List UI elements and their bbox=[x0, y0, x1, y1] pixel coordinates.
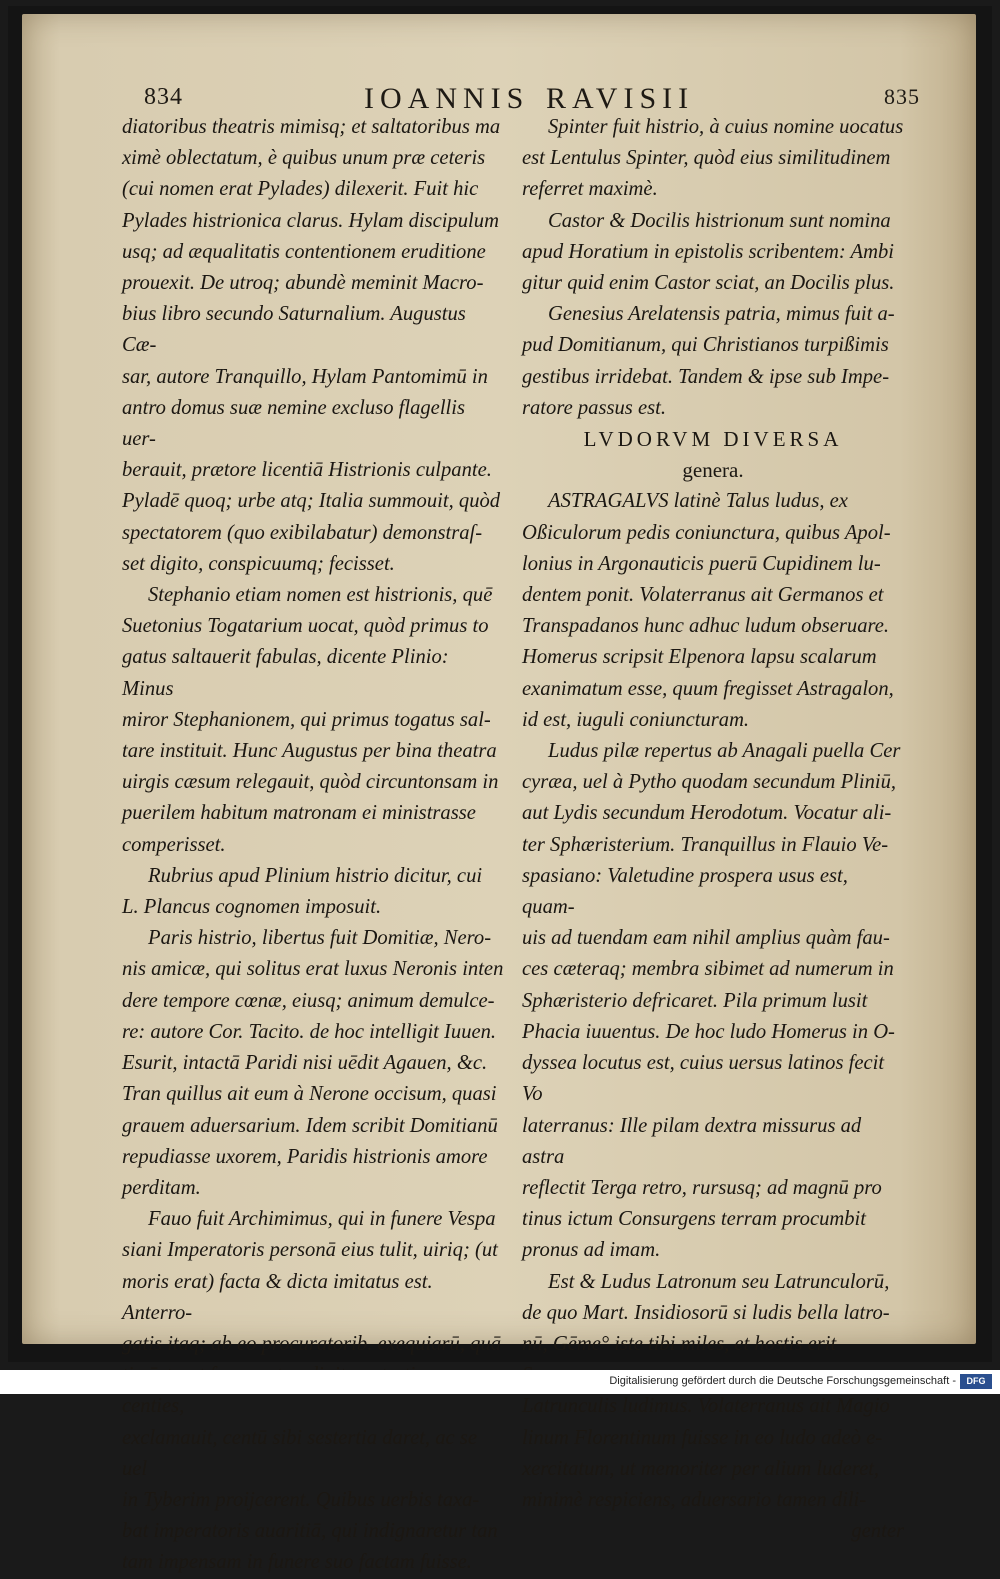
left-paragraph-2: Stephanio etiam nomen est histrionis, quē Suetonius Togatarium uocat, quòd primus to gatus saltauerit fabulas, dicente Plinio: Minus miror Stephanionem, qui primus togatus sal- tare instituit. Hunc Augustus per bina theatra uirgis cæsum relegauit, quòd circuntonsam in puerilem habitum matronam ei ministrasse comperisset. bbox=[122, 584, 499, 856]
right-paragraph-2: Castor & Docilis histrionum sunt nomina apud Horatium in epistolis scribentem: Ambi gitur quid enim Castor sciat, an Docilis plus. bbox=[522, 209, 895, 295]
right-paragraph-4: ASTRAGALVS latinè Talus ludus, ex Oßiculorum pedis coniunctura, quibus Apol- lonius in Argonauticis puerū Cupidinem lu- dentem ponit. Volaterranus ait Germanos et Transpadanos hunc adhuc ludum obseruare. Homerus scripsit Elpenora lapsu scalarum exanimatum esse, quum fregisset Astragalon, id est, iuguli coniuncturam. bbox=[522, 490, 894, 731]
right-paragraph-6: Est & Ludus Latronum seu Latrunculorū, de quo Mart. Insidiosorū si ludis bella latro- nū, Gēme° iste tibi miles, et hostis erit Latrunculis ludimus. Volaterranus ait Magio linum Florentinum fuisse in eo ludo adeò e- xercitatum, ut memoriter per alium luderet, minimè respiciens, aduersario tamen dili- bbox=[522, 1270, 890, 1511]
running-title-right: RAVISII bbox=[546, 82, 695, 115]
footer-credit: Digitalisierung gefördert durch die Deutsche Forschungsgemeinschaft - bbox=[609, 1375, 956, 1387]
page-number-right: 835 bbox=[884, 84, 920, 109]
footer-bar bbox=[0, 1370, 1000, 1394]
left-paragraph-3: Rubrius apud Plinium histrio dicitur, cui L. Plancus cognomen imposuit. bbox=[122, 864, 483, 919]
left-paragraph-1: diatoribus theatris mimisq; et saltatoribus ma ximè oblectatum, è quibus unum præ ceteris (cui nomen erat Pylades) dilexerit. Fuit hic Pylades histrionica clarus. Hylam discipulum usq; ad æqualitatis contentionem eruditione prouexit. De utroq; abundè meminit Macro- bius libro secundo Saturnalium. Augustus Cæ- sar, autore Tranquillo, Hylam Pantomimū in antro domus suæ nemine excluso flagellis uer- berauit, prætore licentiā Histrionis culpante. Pyladē quoq; urbe atq; Italia summouit, quòd spectatorem (quo exibilabatur) demonstraſ- set digito, conspicuumq; fecisset. bbox=[122, 116, 501, 575]
left-paragraph-4: Paris histrio, libertus fuit Domitiæ, Nero- nis amicæ, qui solitus erat luxus Neronis inten dere tempore cœnæ, eiusq; animum demulce- re: autore Cor. Tacito. de hoc intelligit Iuuen. Esurit, intactā Paridi nisi uēdit Agauen, &c. Tran quillus ait eum à Nerone occisum, quasi grauem aduersarium. Idem scribit Domitianū repudiasse uxorem, Paridis histrionis amore perditam. bbox=[122, 927, 504, 1199]
section-heading: LVDORVM DIVERSA bbox=[583, 427, 843, 452]
right-paragraph-5: Ludus pilæ repertus ab Anagali puella Cer cyræa, uel à Pytho quodam secundum Pliniū, aut Lydis secundum Herodotum. Vocatur ali- ter Sphæristerium. Tranquillus in Flauio Ve- spasiano: Valetudine prospera usus est, quam- uis ad tuendam eam nihil amplius quàm fau- ces cæteraq; membra sibimet ad numerum in Sphæristerio defricaret. Pila primum lusit Phacia iuuentus. De hoc ludo Homerus in O- dyssea locutus est, cuius uersus latinos fecit Vo laterranus: Ille pilam dextra missurus ad astra reflectit Terga retro, rursusq; ad magnū pro tinus ictum Consurgens terram procumbit pronus ad imam. bbox=[522, 740, 901, 1262]
dfg-logo-icon: DFG bbox=[960, 1374, 992, 1389]
left-paragraph-5: Fauo fuit Archimimus, qui in funere Vespa siani Imperatoris personā eius tulit, uiriq; (ut moris erat) facta & dicta imitatus est. Anterro- gatis itaq; ab eo procuratorib. exequiarū, quā centies, exclamauit, centū sibi sestertia daret, ac se uel in Tyberim proijcerent. Quibus uerbis taxa- bat imperatoris auaritiā, qui indignaretur tan tam impensam in funere suo factam fuisse. bbox=[122, 1208, 502, 1574]
page-number-left: 834 bbox=[144, 84, 183, 110]
right-paragraph-3: Genesius Arelatensis patria, mimus fuit a- pud Domitianum, qui Christianos turpißimis gestibus irridebat. Tandem & ipse sub Impe- ratore passus est. bbox=[522, 303, 895, 419]
section-heading-sub: genera. bbox=[682, 458, 744, 483]
catchword: genter bbox=[851, 1520, 904, 1543]
right-text-column bbox=[522, 112, 904, 1547]
left-text-column bbox=[122, 112, 504, 1579]
right-paragraph-1: Spinter fuit histrio, à cuius nomine uocatus est Lentulus Spinter, quòd eius similitudinem referret maximè. bbox=[522, 116, 904, 201]
running-title-left: IOANNIS bbox=[364, 82, 530, 115]
